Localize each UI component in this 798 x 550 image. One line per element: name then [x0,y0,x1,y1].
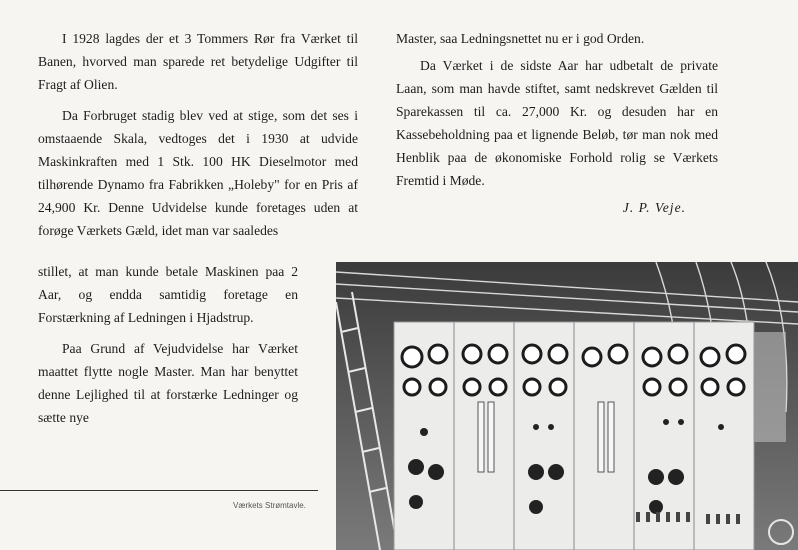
paragraph: Da Værket i de sidste Aar har udbetalt de private Laan, som man havde stiftet, samt nedskrevet Gælden til Sparekassen til ca. 27,000 Kr. og desuden har en Kassebeholdning paa et lignende Beløb, tør man nok med Henblik paa de økonomiske Forhold rolig se Værkets Fremtid i Møde. [396,58,718,188]
switchboard-photo [336,262,798,550]
left-column-bottom [38,260,298,429]
paragraph: Da Forbruget stadig blev ved at stige, som det ses i omstaaende Skala, vedtoges det i 1930 at udvide Maskinkraften med 1 Stk. 100 HK Dieselmotor med tilhørende Dynamo fra Fabrikken „Holeby" for en Pris af 24,900 Kr. Denne Udvidelse kunde foretages uden at forøge Værkets Gæld, idet man var saaledes [38,108,358,238]
photo-caption: Værkets Strømtavle. [233,501,306,510]
footnote-rule [0,490,318,491]
paragraph: Master, saa Ledningsnettet nu er i god Orden. [396,31,645,46]
right-column [396,27,718,219]
paragraph: I 1928 lagdes der et 3 Tommers Rør fra Værket til Banen, hvorved man sparede ret betydelige Udgifter til Fragt af Olien. [38,31,358,92]
paragraph: Paa Grund af Vejudvidelse har Værket maattet flytte nogle Master. Man har benyttet denne Lejlighed til at forstærke Ledninger og sætte nye [38,341,298,425]
left-column-top [38,27,358,242]
paragraph: stillet, at man kunde betale Maskinen paa 2 Aar, og endda samtidig foretage en Forstærkning af Ledningen i Hjadstrup. [38,264,298,325]
signature: J. P. Veje. [622,200,686,215]
